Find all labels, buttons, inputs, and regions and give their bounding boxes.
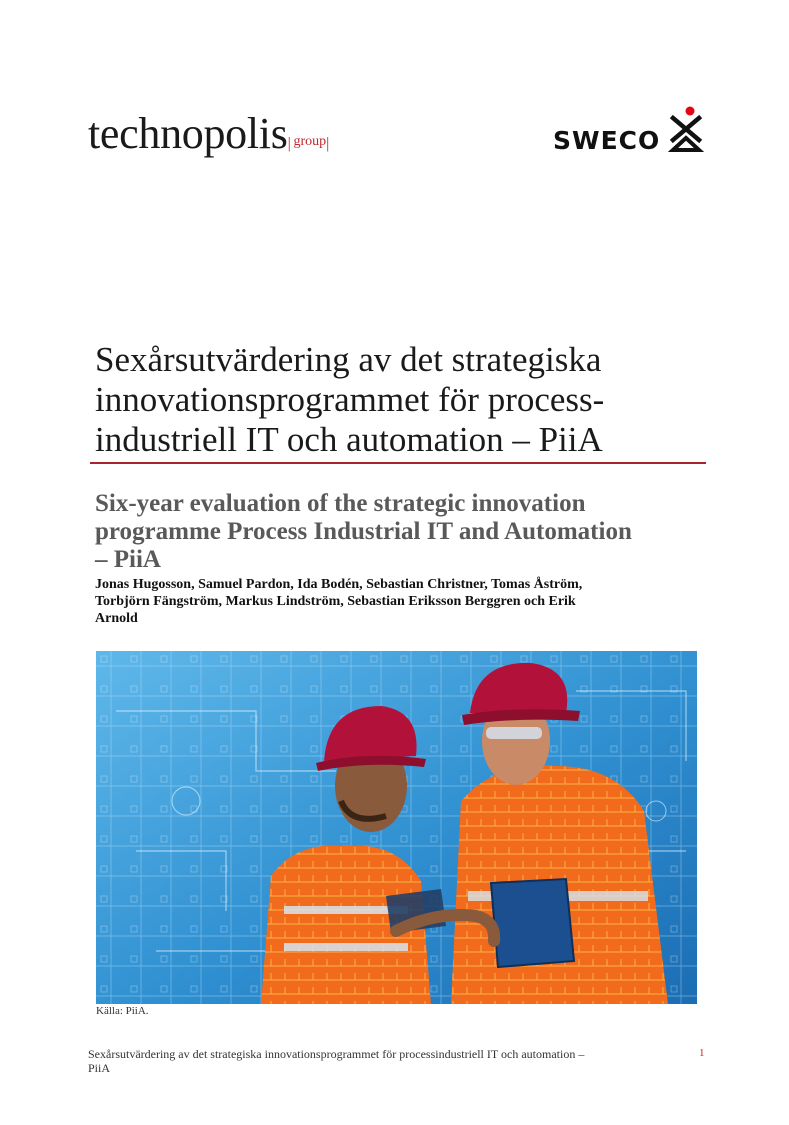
cover-photo [96,651,697,1004]
technopolis-logo [88,108,329,159]
author-list: Jonas Hugosson, Samuel Pardon, Ida Bodén, Sebastian Christner, Tomas Åström, Torbjörn Fängström, Markus Lindström, Sebastian Eriksson Berggren och Erik Arnold [95,577,583,626]
image-source-caption: Källa: PiiA. [96,1005,149,1017]
sweco-figure-icon [668,106,704,154]
document-title-english: Six-year evaluation of the strategic innovation programme Process Industrial IT and Automation – PiiA [95,490,632,573]
cover-photo-illustration [96,651,697,1004]
running-footer: Sexårsutvärdering av det strategiska innovationsprogrammet för processindustriell IT och automation – PiiA [88,1047,585,1075]
document-title-swedish: Sexårsutvärdering av det strategiska innovationsprogrammet för process- industriell IT och automation – PiiA [95,340,605,459]
logo-divider-end: | [326,135,330,152]
sweco-logo [553,106,704,154]
page-number: 1 [699,1047,705,1059]
title-divider [90,462,706,464]
technopolis-logo-name: technopolis [88,109,288,158]
logo-divider: | [287,135,291,152]
technopolis-logo-suffix: group [293,134,327,149]
sweco-logo-name: SWECO [553,126,661,155]
